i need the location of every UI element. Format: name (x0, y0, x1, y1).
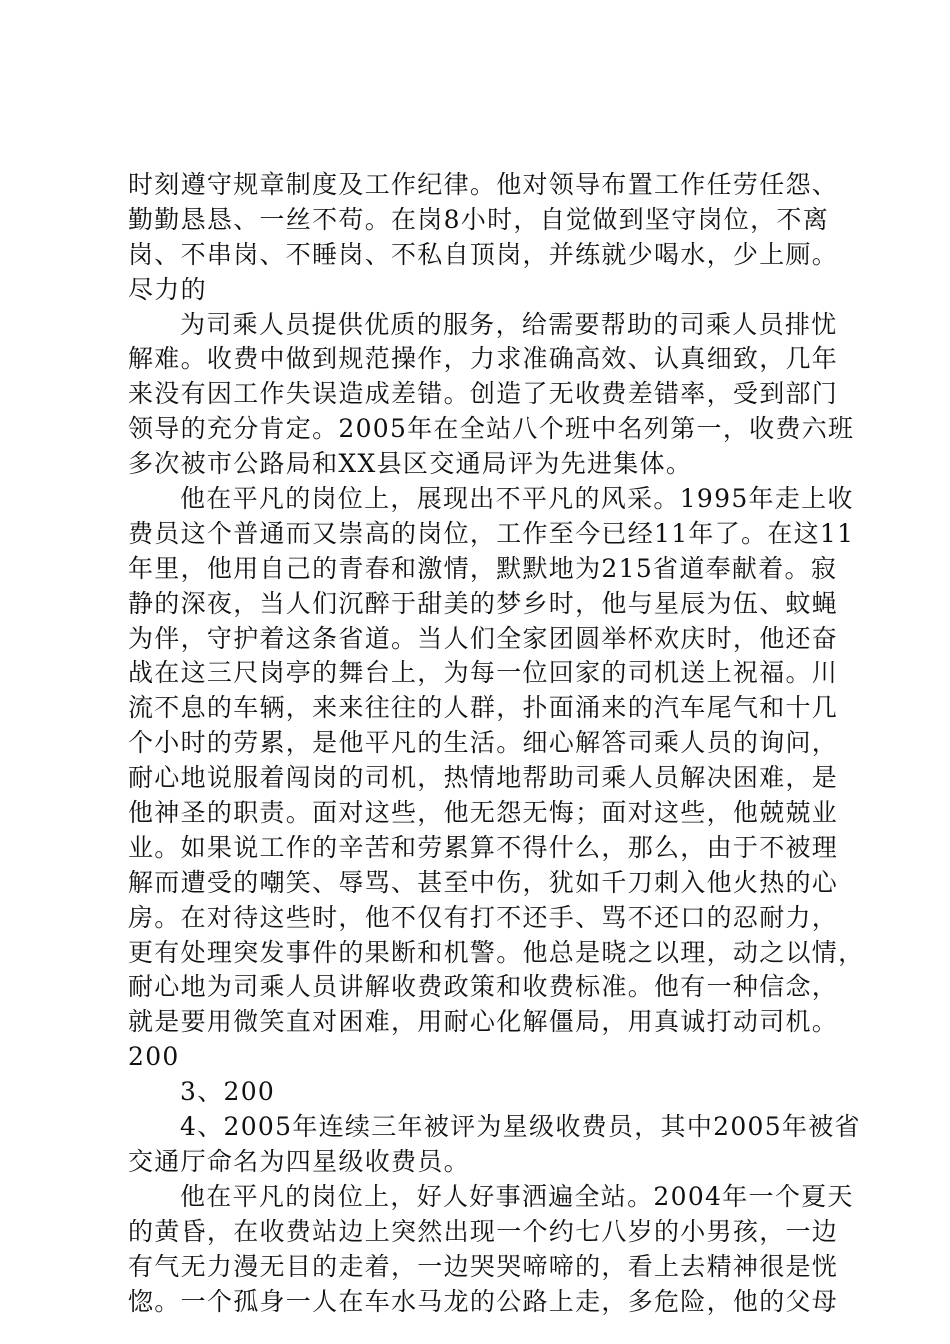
text-line: 3、200 (180, 1077, 276, 1107)
text-line: 耐心地说服着闯岗的司机，热情地帮助司乘人员解决困难，是 (128, 763, 839, 793)
text-line: 200 (128, 1042, 180, 1072)
text-line: 战在这三尺岗亭的舞台上，为每一位回家的司机送上祝福。川 (128, 658, 839, 688)
text-line: 尽力的 (128, 274, 207, 304)
text-line: 勤勤恳恳、一丝不苟。在岗8小时，自觉做到坚守岗位，不离 (128, 204, 830, 234)
text-line: 交通厅命名为四星级收费员。 (128, 1146, 470, 1176)
text-line: 年里，他用自己的青春和激情，默默地为215省道奉献着。寂 (128, 553, 838, 583)
text-line: 他神圣的职责。面对这些，他无怨无悔；面对这些，他兢兢业 (128, 798, 839, 828)
text-line: 就是要用微笑直对困难，用耐心化解僵局，用真诚打动司机。 (128, 1007, 839, 1037)
text-line: 惚。一个孤身一人在车水马龙的公路上走，多危险，他的父母 (128, 1286, 839, 1316)
text-line: 个小时的劳累，是他平凡的生活。细心解答司乘人员的询问， (128, 728, 839, 758)
text-line: 业。如果说工作的辛苦和劳累算不得什么，那么，由于不被理 (128, 832, 839, 862)
text-line: 来没有因工作失误造成差错。创造了无收费差错率，受到部门 (128, 379, 839, 409)
text-line: 的黄昏，在收费站边上突然出现一个约七八岁的小男孩，一边 (128, 1216, 839, 1246)
text-line: 4、2005年连续三年被评为星级收费员，其中2005年被省 (180, 1112, 861, 1142)
text-line: 时刻遵守规章制度及工作纪律。他对领导布置工作任劳任怨、 (128, 170, 839, 199)
text-line: 多次被市公路局和XX县区交通局评为先进集体。 (128, 449, 693, 479)
text-line: 他在平凡的岗位上，展现出不平凡的风采。1995年走上收 (180, 484, 854, 514)
text-line: 解难。收费中做到规范操作，力求准确高效、认真细致，几年 (128, 344, 839, 374)
text-line: 流不息的车辆，来来往往的人群，扑面涌来的汽车尾气和十几 (128, 693, 839, 723)
text-line: 为伴，守护着这条省道。当人们全家团圆举杯欢庆时，他还奋 (128, 623, 839, 653)
text-line: 岗、不串岗、不睡岗、不私自顶岗，并练就少喝水，少上厕。 (128, 239, 839, 269)
text-line: 解而遭受的嘲笑、辱骂、甚至中伤，犹如千刀刺入他火热的心 (128, 867, 839, 897)
text-line: 他在平凡的岗位上，好人好事洒遍全站。2004年一个夏天 (180, 1181, 854, 1211)
text-line: 房。在对待这些时，他不仅有打不还手、骂不还口的忍耐力， (128, 902, 839, 932)
text-line: 静的深夜，当人们沉醉于甜美的梦乡时，他与星辰为伍、蚊蝇 (128, 588, 839, 618)
text-line: 费员这个普通而又崇高的岗位，工作至今已经11年了。在这11 (128, 518, 855, 548)
document-body (128, 168, 865, 1319)
text-line: 更有处理突发事件的果断和机警。他总是晓之以理，动之以情， (128, 937, 865, 967)
text-line: 领导的充分肯定。2005年在全站八个班中名列第一，收费六班 (128, 414, 855, 444)
text-line: 为司乘人员提供优质的服务，给需要帮助的司乘人员排忧 (180, 309, 838, 339)
text-line: 耐心地为司乘人员讲解收费政策和收费标准。他有一种信念， (128, 972, 839, 1002)
text-line: 有气无力漫无目的走着，一边哭哭啼啼的，看上去精神很是恍 (128, 1251, 839, 1281)
